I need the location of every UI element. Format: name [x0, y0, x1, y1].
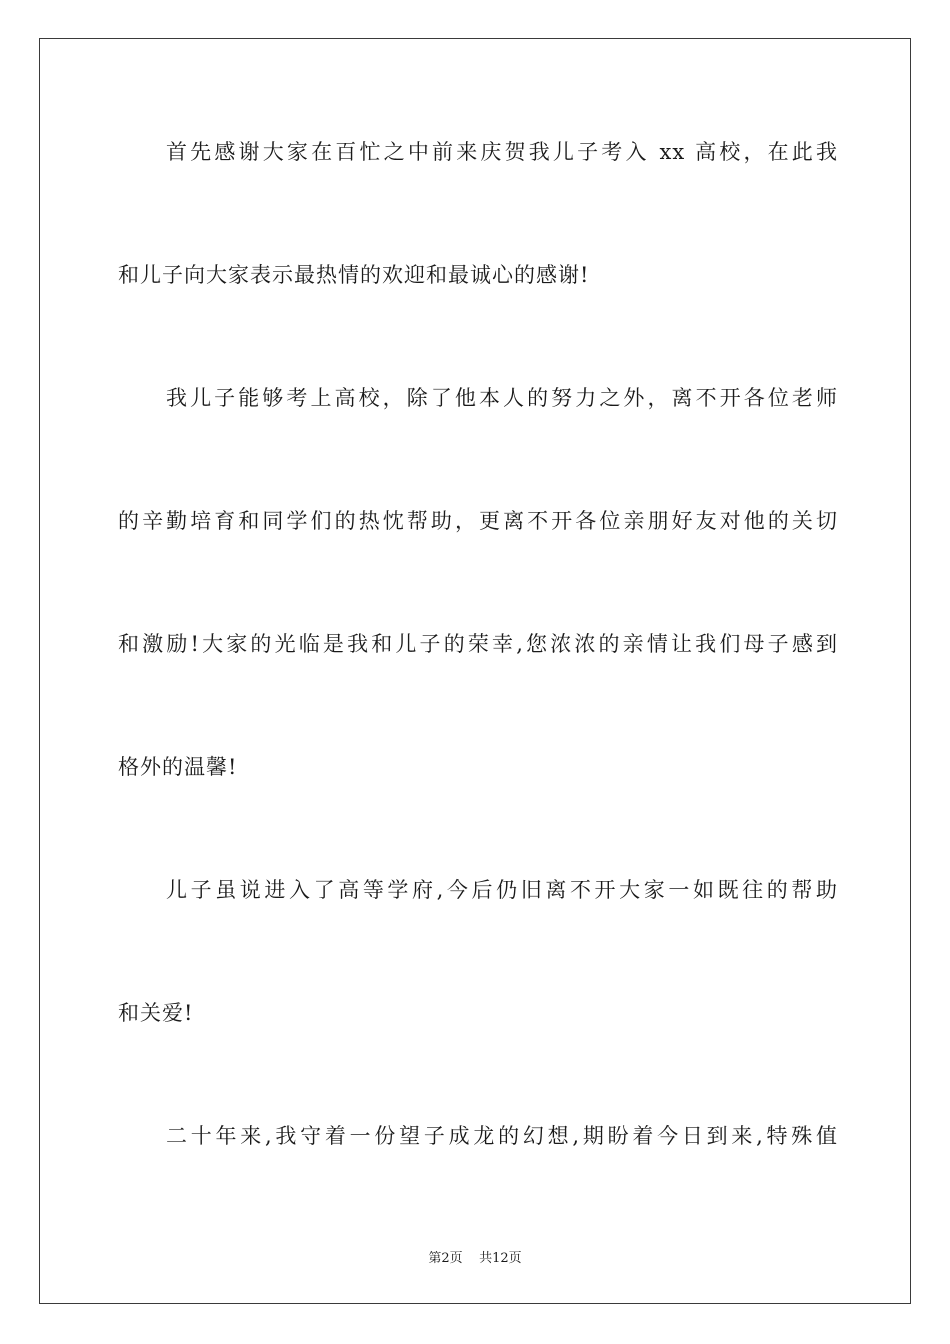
paragraph-1-line-2: 和儿子向大家表示最热情的欢迎和最诚心的感谢! — [118, 263, 590, 287]
paragraph-1-line-1: 首先感谢大家在百忙之中前来庆贺我儿子考入 xx 高校，在此我 — [166, 140, 838, 164]
paragraph-2-line-2: 的辛勤培育和同学们的热忱帮助，更离不开各位亲朋好友对他的关切 — [118, 509, 838, 533]
total-pages: 共12页 — [479, 1251, 522, 1266]
paragraph-3-line-1: 儿子虽说进入了高等学府,今后仍旧离不开大家一如既往的帮助 — [166, 878, 838, 902]
page-frame — [39, 38, 911, 1304]
paragraph-2-line-3: 和激励!大家的光临是我和儿子的荣幸,您浓浓的亲情让我们母子感到 — [118, 632, 838, 656]
page-number: 第2页 — [428, 1251, 463, 1266]
paragraph-3-line-2: 和关爱! — [118, 1001, 194, 1025]
paragraph-4-line-1: 二十年来,我守着一份望子成龙的幻想,期盼着今日到来,特殊值 — [166, 1124, 838, 1148]
paragraph-2-line-1: 我儿子能够考上高校，除了他本人的努力之外，离不开各位老师 — [166, 386, 838, 410]
page-footer — [0, 1247, 950, 1266]
paragraph-2-line-4: 格外的温馨! — [118, 755, 238, 779]
